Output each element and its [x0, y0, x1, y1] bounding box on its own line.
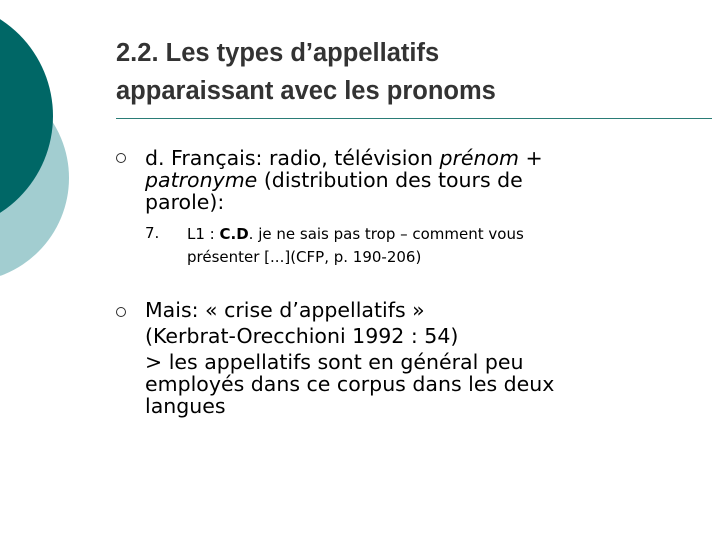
bullet-2-line-1: Mais: « crise d’appellatifs »	[145, 298, 425, 322]
slide-title	[116, 34, 696, 110]
sub-item-number: 7.	[145, 224, 160, 242]
bullet-1-line-2: patronyme (distribution des tours de	[145, 168, 523, 192]
emphasis-prenom: prénom	[439, 146, 520, 170]
circle-bullet-icon	[116, 307, 126, 317]
title-line-1: 2.2. Les types d’appellatifs	[116, 39, 440, 67]
title-divider	[116, 118, 712, 119]
speaker-initials: C.D	[219, 225, 249, 243]
emphasis-patronyme: patronyme	[145, 168, 258, 192]
circle-bullet-icon	[116, 153, 126, 163]
sub-item-line-1: L1 : C.D. je ne sais pas trop – comment vous	[187, 225, 524, 243]
bullet-2-line-4: employés dans ce corpus dans les deux	[145, 372, 555, 396]
bullet-1-line-1: d. Français: radio, télévision prénom +	[145, 146, 543, 170]
bullet-1	[145, 147, 705, 213]
bullet-2-line-2: (Kerbrat-Orecchioni 1992 : 54)	[145, 324, 459, 348]
title-line-2: apparaissant avec les pronoms	[116, 77, 496, 105]
bullet-2	[145, 299, 705, 417]
sub-item	[187, 223, 707, 269]
sub-item-line-2: présenter [...](CFP, p. 190-206)	[187, 248, 422, 266]
bullet-2-line-3: > les appellatifs sont en général peu	[145, 350, 524, 374]
bullet-1-line-3: parole):	[145, 190, 225, 214]
bullet-2-line-5: langues	[145, 394, 226, 418]
decorative-circles	[0, 0, 80, 300]
